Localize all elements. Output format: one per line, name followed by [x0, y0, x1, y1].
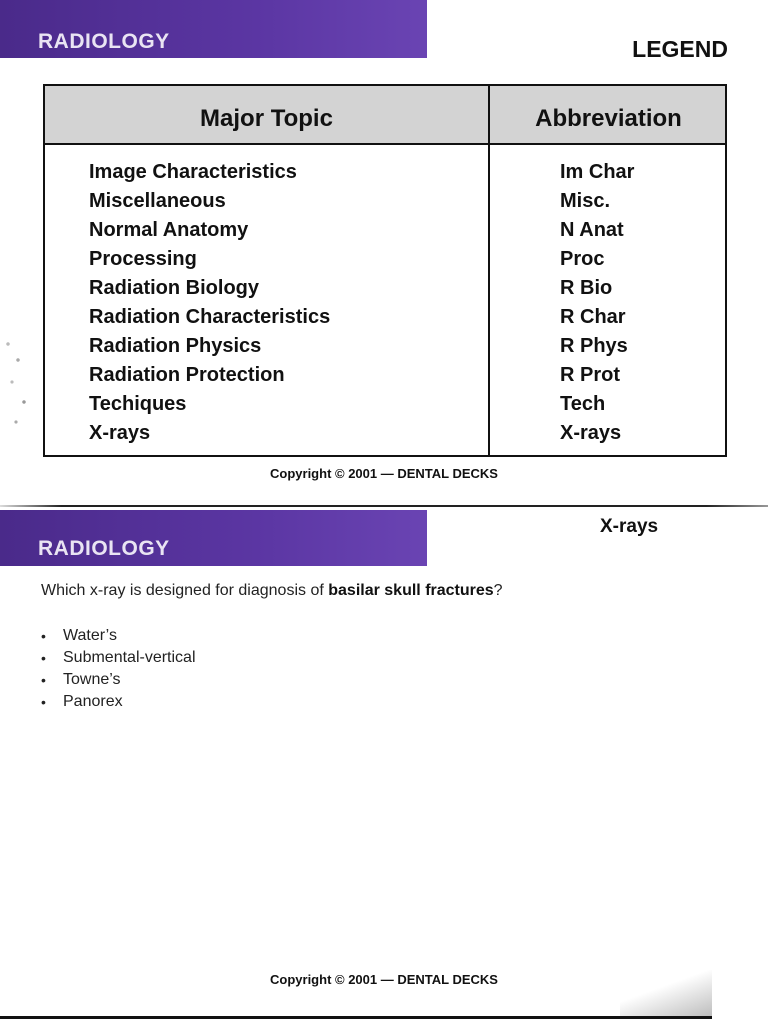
list-item — [41, 647, 196, 669]
answer-options — [41, 625, 196, 713]
table-row — [45, 245, 725, 274]
topic-cell: Radiation Protection — [89, 364, 285, 386]
legend-card — [0, 0, 768, 506]
copyright-text: Copyright © 2001 — DENTAL DECKS — [270, 466, 498, 481]
topic-cell: Miscellaneous — [89, 190, 226, 212]
abbreviation-cell: N Anat — [560, 219, 624, 241]
question-text — [41, 582, 503, 600]
list-item — [41, 691, 196, 713]
topic-tag: X-rays — [600, 516, 659, 537]
topic-cell: Normal Anatomy — [89, 219, 249, 241]
table-row — [45, 187, 725, 216]
scan-specks — [0, 330, 40, 440]
abbreviation-cell: R Prot — [560, 364, 620, 386]
table-row — [45, 390, 725, 419]
abbreviation-cell: R Char — [560, 306, 626, 328]
table-row — [45, 216, 725, 245]
abbreviation-cell: X-rays — [560, 422, 622, 444]
topic-cell: Processing — [89, 248, 197, 270]
card-divider — [0, 505, 768, 507]
copyright-text: Copyright © 2001 — DENTAL DECKS — [270, 972, 498, 987]
table-row — [45, 274, 725, 303]
abbreviation-cell: R Bio — [560, 277, 613, 299]
header-abbreviation: Abbreviation — [535, 105, 682, 132]
abbreviation-cell: Misc. — [560, 190, 611, 212]
legend-table — [43, 84, 727, 457]
table-header — [45, 86, 725, 145]
page-curl-shadow — [620, 970, 712, 1016]
table-row — [45, 419, 725, 448]
abbreviation-cell: R Phys — [560, 335, 628, 357]
list-item — [41, 625, 196, 647]
legend-title: LEGEND — [632, 36, 728, 62]
table-row — [45, 361, 725, 390]
table-body — [45, 158, 725, 448]
question-prefix: Which x-ray is designed for diagnosis of — [41, 582, 329, 599]
topic-cell: X-rays — [89, 422, 151, 444]
option-label: Submental-vertical — [63, 649, 196, 666]
bottom-border-line — [0, 1016, 712, 1019]
topic-cell: Radiation Characteristics — [89, 306, 331, 328]
topic-cell: Radiation Physics — [89, 335, 262, 357]
banner-title: RADIOLOGY — [38, 537, 170, 560]
table-row — [45, 158, 725, 187]
banner-title: RADIOLOGY — [38, 30, 170, 53]
option-label: Panorex — [63, 693, 123, 710]
topic-cell: Radiation Biology — [89, 277, 259, 299]
bullet-icon: • — [41, 650, 46, 666]
list-item — [41, 669, 196, 691]
abbreviation-cell: Im Char — [560, 161, 635, 183]
option-label: Towne’s — [63, 671, 121, 688]
topic-cell: Image Characteristics — [89, 161, 297, 183]
question-emphasis: basilar skull fractures — [328, 582, 494, 599]
bullet-icon: • — [41, 672, 46, 688]
topic-cell: Techiques — [89, 393, 187, 415]
bullet-icon: • — [41, 694, 46, 710]
header-major-topic: Major Topic — [200, 105, 333, 132]
table-row — [45, 332, 725, 361]
question-card — [0, 508, 768, 1024]
question-suffix: ? — [493, 582, 503, 599]
abbreviation-cell: Proc — [560, 248, 605, 270]
bullet-icon: • — [41, 628, 46, 644]
table-row — [45, 303, 725, 332]
abbreviation-cell: Tech — [560, 393, 606, 415]
option-label: Water’s — [63, 627, 117, 644]
